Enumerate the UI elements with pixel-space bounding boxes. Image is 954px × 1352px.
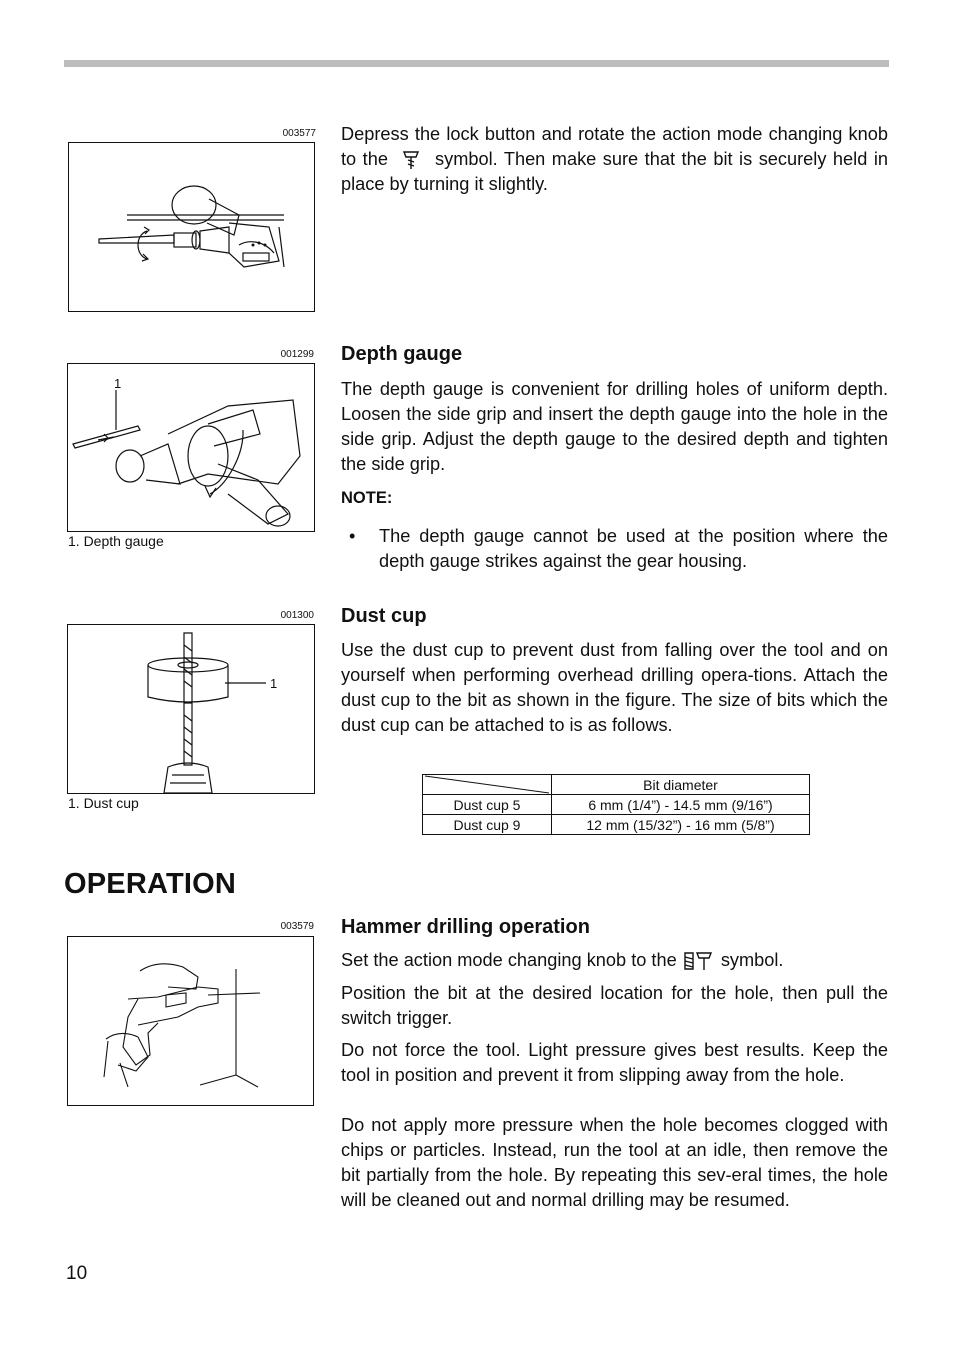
operation-paragraph-3: Do not force the tool. Light pressure gives best results. Keep the tool in position and prevent it from slipping away from the hole. xyxy=(341,1040,888,1085)
section-heading-hammer-drilling: Hammer drilling operation xyxy=(341,916,590,938)
lock-text-end: symbol. Then make sure that the bit is securely held in place by turning it slightly. xyxy=(341,149,888,194)
figure-code: 003577 xyxy=(282,128,316,139)
figure-lock-bit xyxy=(68,142,315,312)
table-row xyxy=(423,815,810,835)
figure-caption: 1. Dust cup xyxy=(68,795,139,811)
table-row xyxy=(423,795,810,815)
operation-paragraph-4: Do not apply more pressure when the hole becomes clogged with chips or particles. Instead, run the tool at an idle, then remove the bit partially from the hole. By repeating this sev-eral times, the hole will be cleaned out and normal drilling may be resumed. xyxy=(341,1115,888,1210)
callout-number: 1 xyxy=(270,676,278,691)
table-corner-cell xyxy=(423,775,552,795)
table-cell: Dust cup 9 xyxy=(423,815,552,835)
figure-dust-cup xyxy=(67,624,315,794)
depth-gauge-body: The depth gauge is convenient for drilling holes of uniform depth. Loosen the side grip and insert the depth gauge into the hole in the side grip. Adjust the depth gauge to the desired depth and tighten the side grip. xyxy=(341,379,888,474)
section-heading-dust-cup: Dust cup xyxy=(341,605,427,627)
figure-code: 001299 xyxy=(280,349,314,360)
figure-depth-gauge xyxy=(67,363,315,532)
header-rule xyxy=(64,60,889,67)
dust-cup-paragraph xyxy=(341,638,888,738)
dust-cup-body: Use the dust cup to prevent dust from falling over the tool and on yourself when performing overhead drilling opera-tions. Attach the dust cup to the bit as shown in the figure. The size of bits which the dust cup can be attached to is as follows. xyxy=(341,640,888,735)
operation-p1-end: symbol. xyxy=(720,950,784,970)
callout-number: 1 xyxy=(114,376,122,391)
depth-gauge-paragraph xyxy=(341,377,888,477)
hammer-drill-symbol-icon xyxy=(682,950,716,972)
table-cell: 12 mm (15/32”) - 16 mm (5/8”) xyxy=(552,815,810,835)
section-title-operation: OPERATION xyxy=(64,868,237,900)
lock-button-paragraph xyxy=(341,122,888,197)
figure-hammer-drilling xyxy=(67,936,314,1106)
hammer-drilling-illustration xyxy=(68,937,313,1105)
table-cell: Dust cup 5 xyxy=(423,795,552,815)
drill-bit-symbol-icon xyxy=(394,150,428,170)
operation-p1-start: Set the action mode changing knob to the xyxy=(341,950,677,970)
figure-code: 001300 xyxy=(280,610,314,621)
operation-paragraph-2: Position the bit at the desired location for the hole, then pull the switch trigger. xyxy=(341,983,888,1028)
figure-caption: 1. Depth gauge xyxy=(68,533,164,549)
table-cell: 6 mm (1/4”) - 14.5 mm (9/16”) xyxy=(552,795,810,815)
table-header-cell: Bit diameter xyxy=(552,775,810,795)
dust-cup-illustration xyxy=(68,625,314,793)
lock-text-start: Depress the lock button and rotate the action mode changing knob to the xyxy=(341,124,888,169)
depth-gauge-illustration xyxy=(68,364,314,531)
table-header-row xyxy=(423,775,810,795)
dust-cup-bit-table xyxy=(422,774,810,835)
section-heading-depth-gauge: Depth gauge xyxy=(341,343,463,365)
drill-chuck-illustration xyxy=(69,143,314,311)
operation-paragraph-1 xyxy=(341,948,888,973)
figure-code: 003579 xyxy=(280,921,314,932)
bullet-text: The depth gauge cannot be used at the position where the depth gauge strikes against the gear housing. xyxy=(379,526,888,571)
bullet-marker: • xyxy=(349,526,356,546)
page-number: 10 xyxy=(66,1263,88,1284)
note-label: NOTE: xyxy=(341,489,393,507)
diagonal-line xyxy=(423,775,551,794)
